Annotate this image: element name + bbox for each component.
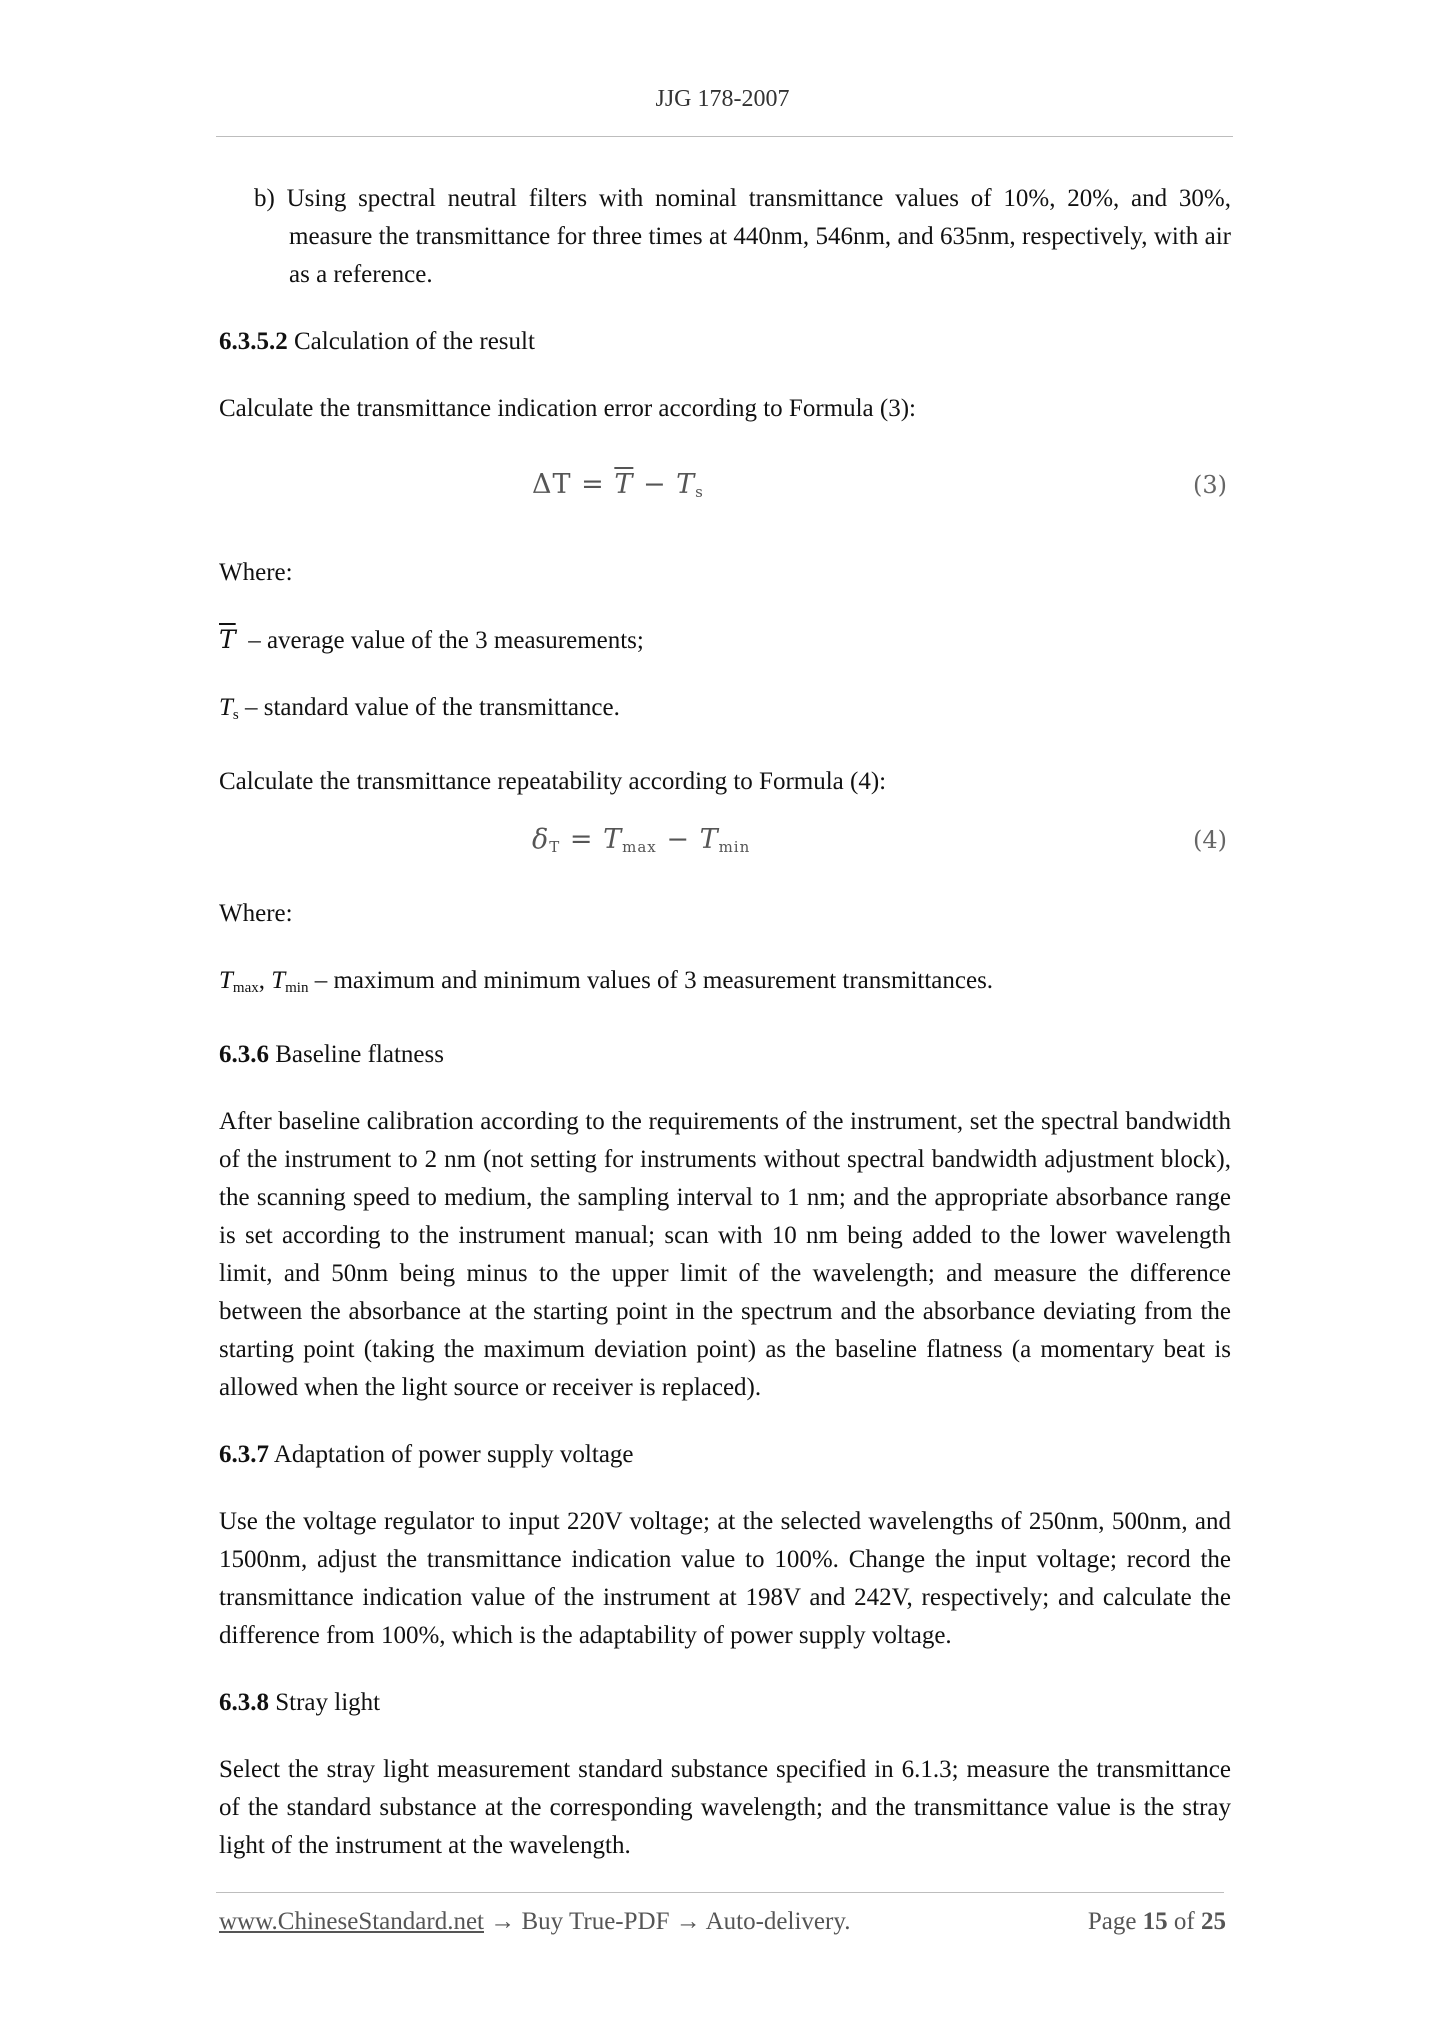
definition-text: – maximum and minimum values of 3 measurement transmittances. bbox=[314, 967, 994, 994]
header-rule bbox=[216, 136, 1233, 137]
section-title: Baseline flatness bbox=[275, 1041, 444, 1068]
definition-text: – standard value of the transmittance. bbox=[245, 694, 620, 721]
total-pages-number: 25 bbox=[1201, 1908, 1226, 1935]
document-body bbox=[219, 180, 1231, 1865]
formula-4-number: (4) bbox=[1193, 826, 1227, 854]
equals-sign: = bbox=[581, 469, 605, 500]
definition-ts bbox=[219, 689, 1231, 734]
definition-t-bar bbox=[219, 621, 1231, 660]
paragraph-calc-rep-intro: Calculate the transmittance repeatability according to Formula (4): bbox=[219, 768, 887, 795]
section-title: Adaptation of power supply voltage bbox=[273, 1441, 634, 1468]
delta-subscript: T bbox=[549, 838, 561, 856]
ts-symbol: T bbox=[219, 694, 233, 721]
section-number: 6.3.8 bbox=[219, 1689, 269, 1716]
paragraph-power-supply: Use the voltage regulator to input 220V voltage; at the selected wavelengths of 250nm, 500nm, and 1500nm, adjust the transmittance indication value to 100%. Change the input voltage; record the transmittance indication value of the instrument at 198V and 242V, respectively; and calculate the difference from 100%, which is the adaptability of power supply voltage. bbox=[219, 1508, 1231, 1649]
paragraph-calc-error-intro: Calculate the transmittance indication error according to Formula (3): bbox=[219, 395, 916, 422]
page-label: Page bbox=[1087, 1908, 1137, 1935]
site-link[interactable]: www.ChineseStandard.net bbox=[219, 1908, 484, 1935]
auto-delivery-text: Auto-delivery. bbox=[705, 1908, 851, 1935]
formula-3-expression bbox=[532, 466, 704, 511]
page-footer bbox=[219, 1908, 1226, 1936]
arrow-right-icon: → bbox=[490, 1908, 516, 1935]
tmax-subscript: max bbox=[622, 838, 657, 856]
section-heading-6-3-6 bbox=[219, 1036, 1231, 1074]
delta-lowercase-symbol: δ bbox=[532, 824, 550, 855]
doc-code-header: JJG 178-2007 bbox=[655, 86, 790, 112]
tmin-subscript: min bbox=[285, 980, 309, 996]
formula-4 bbox=[219, 813, 1231, 869]
minus-sign: − bbox=[666, 824, 690, 855]
formula-3-number: (3) bbox=[1193, 471, 1227, 499]
arrow-right-icon: → bbox=[675, 1908, 701, 1935]
current-page-number: 15 bbox=[1142, 1908, 1168, 1935]
buy-pdf-text: Buy True-PDF bbox=[521, 1908, 670, 1935]
definition-tmax-tmin bbox=[219, 962, 1231, 1007]
tmax-subscript: max bbox=[232, 980, 259, 996]
paragraph-stray-light: Select the stray light measurement standard substance specified in 6.1.3; measure the transmittance of the standard substance at the corresponding wavelength; and the transmittance value is the stray light of the instrument at the wavelength. bbox=[219, 1756, 1231, 1859]
tmax-symbol: T bbox=[219, 967, 233, 994]
ts-subscript: s bbox=[232, 707, 239, 723]
section-heading-6-3-5-2 bbox=[219, 323, 1231, 361]
delta-symbol: ΔT bbox=[532, 469, 572, 500]
tmin-symbol: T bbox=[699, 824, 719, 855]
t-bar-symbol: $\overline{T}$ bbox=[219, 625, 236, 654]
of-label: of bbox=[1173, 1908, 1195, 1935]
paragraph-baseline-flatness: After baseline calibration according to the requirements of the instrument, set the spectral bandwidth of the instrument to 2 nm (not setting for instruments without spectral bandwidth adjustment block), the scanning speed to medium, the sampling interval to 1 nm; and the appropriate absorbance range is set according to the instrument manual; scan with 10 nm being added to the lower wavelength limit, and 50nm being minus to the upper limit of the wavelength; and measure the difference between the absorbance at the starting point in the spectrum and the absorbance deviating from the starting point (taking the maximum deviation point) as the baseline flatness (a momentary beat is allowed when the light source or receiver is replaced). bbox=[219, 1108, 1231, 1401]
page-indicator bbox=[1088, 1908, 1226, 1936]
list-item-b: b) Using spectral neutral filters with nominal transmittance values of 10%, 20%, and 30%, measure the transmittance for three times at 440nm, 546nm, and 635nm, respectively, with air as a reference. bbox=[254, 185, 1231, 288]
tmin-symbol: T bbox=[271, 967, 286, 994]
definition-text: – average value of the 3 measurements; bbox=[248, 627, 644, 654]
section-title: Stray light bbox=[275, 1689, 381, 1716]
ts-subscript: s bbox=[695, 483, 704, 501]
t-bar-symbol: $\overline{T}$ bbox=[614, 469, 634, 500]
section-number: 6.3.5.2 bbox=[219, 328, 288, 355]
footer-rule bbox=[216, 1892, 1224, 1893]
where-label-2: Where: bbox=[219, 900, 293, 927]
formula-3 bbox=[219, 458, 1231, 514]
formula-4-expression bbox=[532, 821, 750, 866]
where-label-1: Where: bbox=[219, 559, 293, 586]
section-number: 6.3.6 bbox=[219, 1041, 269, 1068]
section-heading-6-3-7 bbox=[219, 1436, 1231, 1474]
tmin-subscript: min bbox=[718, 838, 751, 856]
section-number: 6.3.7 bbox=[219, 1441, 269, 1468]
minus-sign: − bbox=[642, 469, 667, 500]
section-heading-6-3-8 bbox=[219, 1684, 1231, 1722]
tmax-symbol: T bbox=[603, 824, 623, 855]
section-title: Calculation of the result bbox=[294, 328, 535, 355]
equals-sign: = bbox=[569, 824, 594, 855]
separator: , bbox=[258, 967, 272, 994]
ts-symbol: T bbox=[676, 469, 696, 500]
